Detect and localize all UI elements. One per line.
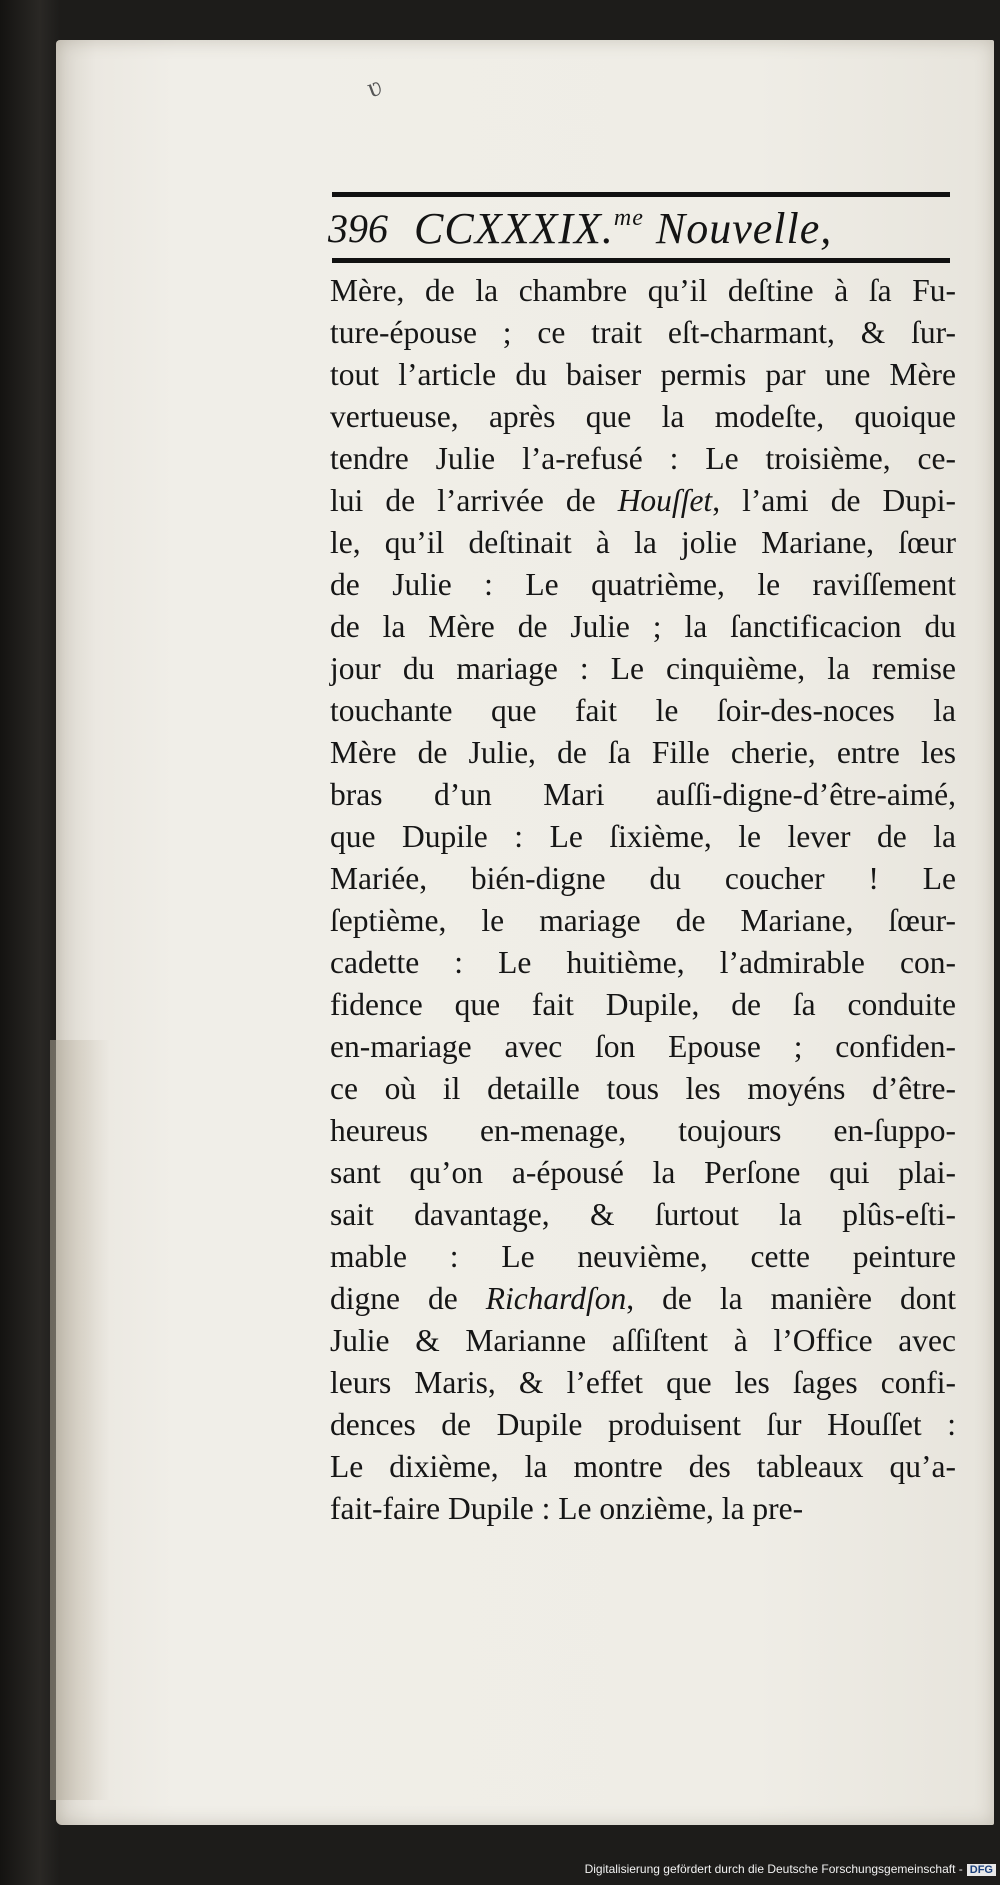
- digitization-credit: [0, 1862, 996, 1876]
- text-segment: Le dixième, la montre des tableaux qu’a-: [330, 1449, 956, 1484]
- header-rule-bottom: [332, 258, 950, 263]
- text-segment: dences de Dupile produisent ſur Houſſet :: [330, 1407, 956, 1442]
- text-segment: leurs Maris, & l’effet que les ſages confi-: [330, 1365, 956, 1400]
- text-line: [330, 1194, 956, 1236]
- running-title-word: Nouvelle,: [655, 203, 833, 253]
- text-segment: de Julie : Le quatrième, le raviſſement: [330, 567, 956, 602]
- text-segment: Julie & Marianne aſſiſtent à l’Office avec: [330, 1323, 956, 1358]
- text-segment: fait-faire Dupile : Le onzième, la pre-: [330, 1491, 804, 1526]
- text-line: [330, 1488, 956, 1530]
- page-header: [328, 200, 956, 256]
- text-segment: bras d’un Mari auſſi-digne-d’être-aimé,: [330, 777, 956, 812]
- text-segment: Mère, de la chambre qu’il deſtine à ſa Fu-: [330, 273, 956, 308]
- italic-name: Richardſon: [485, 1281, 627, 1316]
- text-line: [330, 690, 956, 732]
- page-stain: [50, 1040, 110, 1800]
- text-segment: ture-épouse ; ce trait eſt-charmant, & ſur-: [330, 315, 956, 350]
- text-line: [330, 858, 956, 900]
- running-title-number: CCXXXIX.: [414, 203, 614, 253]
- text-line: [330, 648, 956, 690]
- text-line: [330, 1362, 956, 1404]
- text-segment: mable : Le neuvième, cette peinture: [330, 1239, 956, 1274]
- text-line: [330, 270, 956, 312]
- text-segment: tendre Julie l’a-refusé : Le troisième, ce-: [330, 441, 956, 476]
- dfg-logo: DFG: [967, 1864, 996, 1876]
- text-segment: ſeptième, le mariage de Mariane, ſœur-: [330, 903, 956, 938]
- text-line: [330, 606, 956, 648]
- text-line: [330, 732, 956, 774]
- text-segment: cadette : Le huitième, l’admirable con-: [330, 945, 956, 980]
- text-line: [330, 816, 956, 858]
- text-line: [330, 438, 956, 480]
- text-line: [330, 1068, 956, 1110]
- text-segment: heureus en-menage, toujours en-ſuppo-: [330, 1113, 956, 1148]
- italic-name: Houſſet: [617, 483, 713, 518]
- text-line: [330, 396, 956, 438]
- text-line: [330, 1404, 956, 1446]
- text-line: [330, 354, 956, 396]
- text-segment: fidence que fait Dupile, de ſa conduite: [330, 987, 956, 1022]
- text-line: [330, 564, 956, 606]
- running-title: [414, 203, 832, 254]
- text-segment: de la Mère de Julie ; la ſanctificacion du: [330, 609, 956, 644]
- ink-mark: ʋ: [362, 70, 386, 105]
- running-title-superscript: me: [613, 204, 644, 231]
- header-rule-top: [332, 192, 950, 197]
- text-line: [330, 522, 956, 564]
- body-text: [330, 270, 956, 1530]
- text-line: [330, 942, 956, 984]
- text-line: [330, 1446, 956, 1488]
- text-segment: Mère de Julie, de ſa Fille cherie, entre les: [330, 735, 956, 770]
- credit-text: Digitalisierung gefördert durch die Deutsche Forschungsgemeinschaft -: [584, 1862, 963, 1876]
- text-segment: sant qu’on a-épousé la Perſone qui plai-: [330, 1155, 956, 1190]
- text-segment: le, qu’il deſtinait à la jolie Mariane, ſœur: [330, 525, 956, 560]
- text-line: [330, 1110, 956, 1152]
- text-segment: , de la manière dont: [626, 1281, 957, 1316]
- text-line: [330, 1026, 956, 1068]
- text-line: [330, 312, 956, 354]
- text-segment: en-mariage avec ſon Epouse ; confiden-: [330, 1029, 956, 1064]
- text-segment: ce où il detaille tous les moyéns d’être-: [330, 1071, 956, 1106]
- text-segment: vertueuse, après que la modeſte, quoique: [330, 399, 956, 434]
- text-segment: tout l’article du baiser permis par une Mère: [330, 357, 956, 392]
- text-line: [330, 774, 956, 816]
- text-segment: digne de: [330, 1281, 486, 1316]
- page-number: 396: [328, 205, 388, 251]
- text-segment: sait davantage, & ſurtout la plûs-eſti-: [330, 1197, 956, 1232]
- text-line: [330, 1278, 956, 1320]
- text-segment: lui de l’arrivée de: [330, 483, 618, 518]
- text-segment: touchante que fait le ſoir-des-noces la: [330, 693, 956, 728]
- text-line: [330, 1320, 956, 1362]
- text-line: [330, 900, 956, 942]
- text-line: [330, 1152, 956, 1194]
- text-line: [330, 1236, 956, 1278]
- text-segment: jour du mariage : Le cinquième, la remise: [330, 651, 956, 686]
- text-segment: que Dupile : Le ſixième, le lever de la: [330, 819, 956, 854]
- text-line: [330, 480, 956, 522]
- text-segment: , l’ami de Dupi-: [712, 483, 956, 518]
- text-segment: Mariée, bién-digne du coucher ! Le: [330, 861, 956, 896]
- text-line: [330, 984, 956, 1026]
